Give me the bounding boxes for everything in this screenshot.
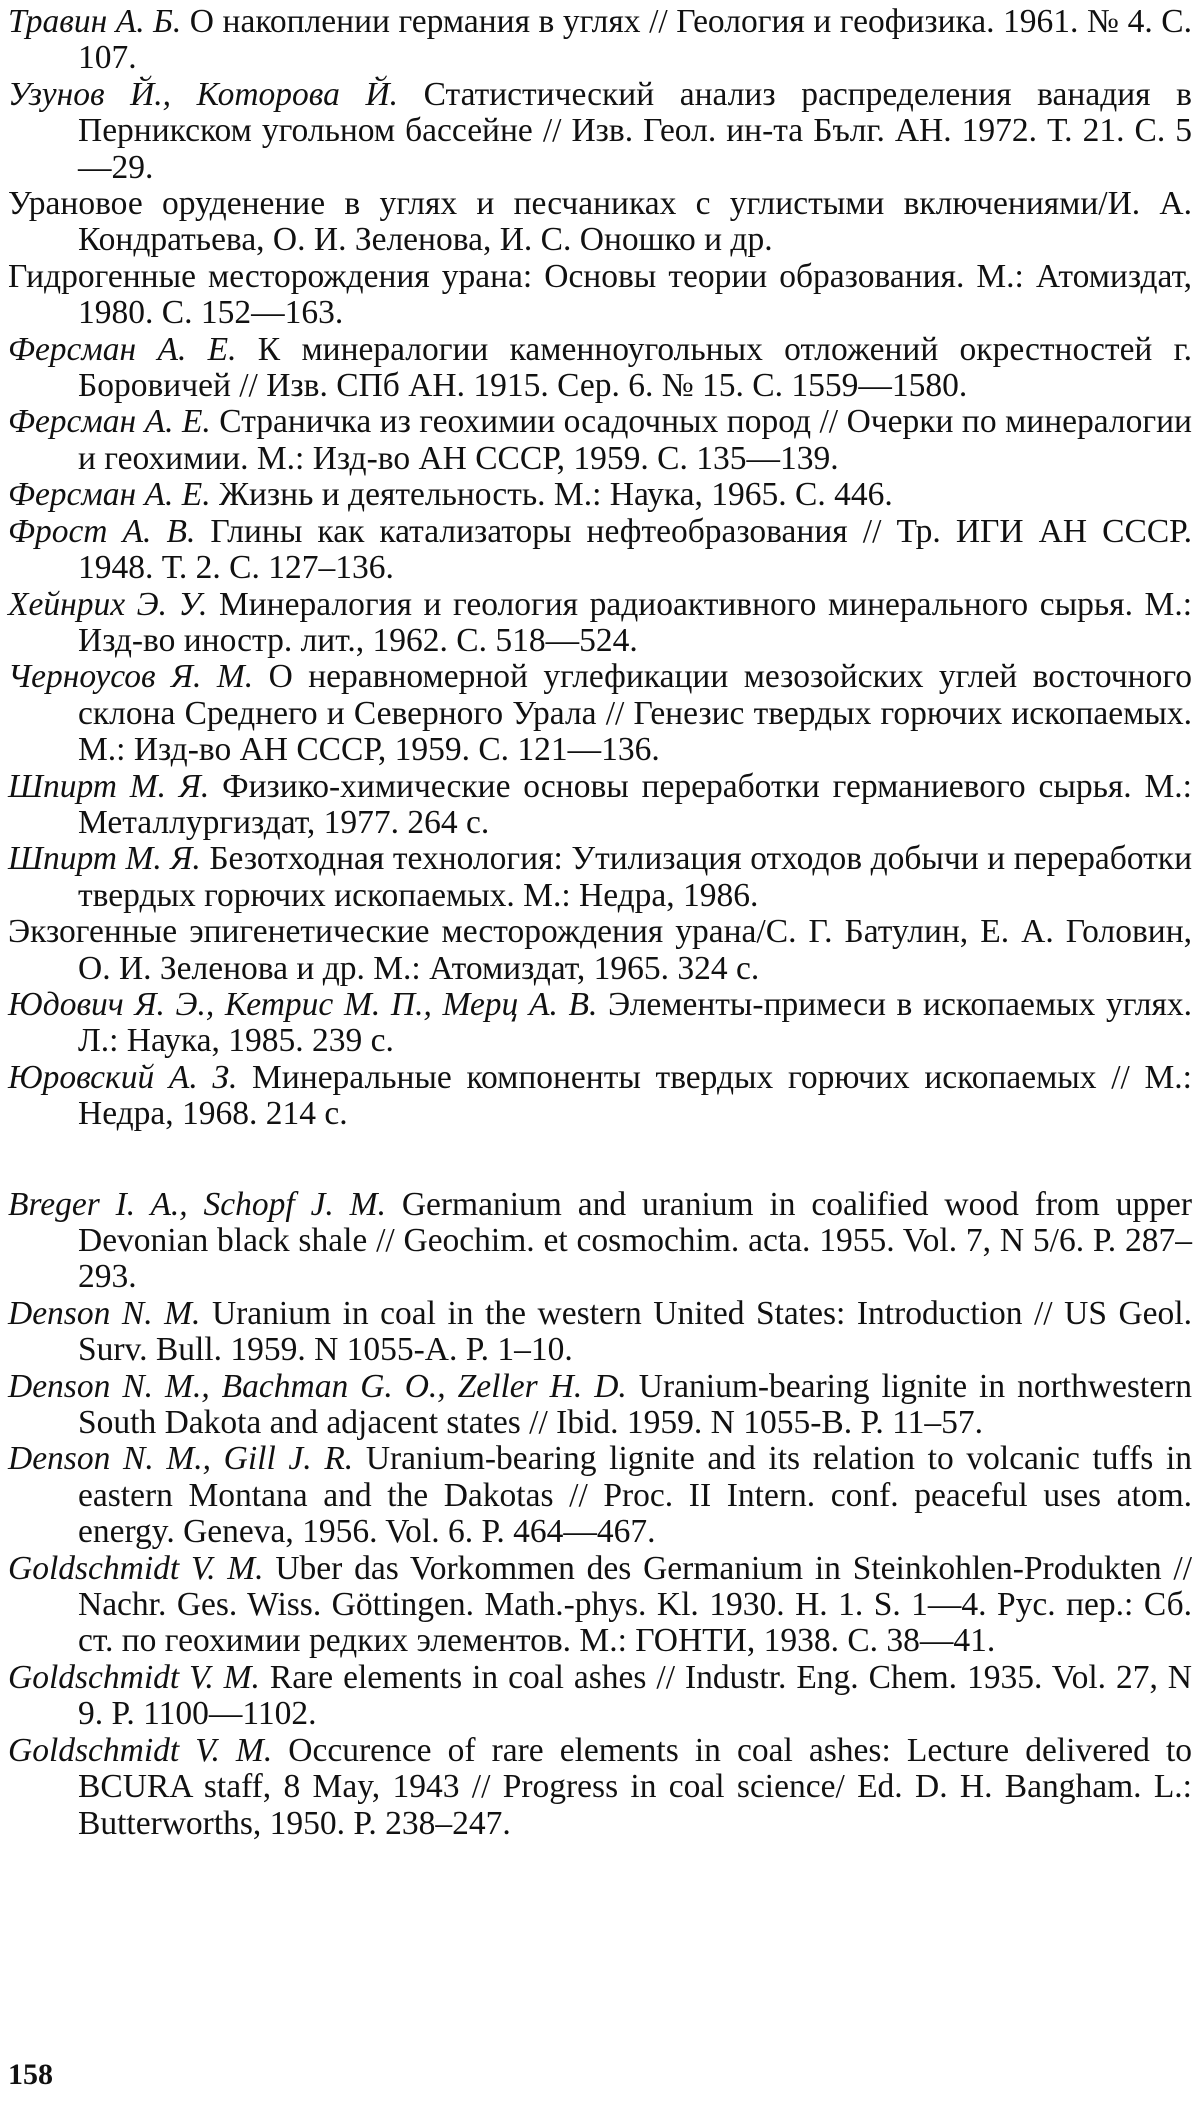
reference-text: Минералогия и геология радиоактивного минерального сырья. М.: Изд-во иностр. лит., 1962. С. 518—524. <box>78 585 1192 659</box>
reference-entry <box>8 769 1192 842</box>
reference-text: К минералогии каменноугольных отложений окрестностей г. Боровичей // Изв. СПб АН. 1915. Сер. 6. № 15. С. 1559—1580. <box>78 330 1193 405</box>
reference-author: Goldschmidt V. M. <box>8 1731 273 1769</box>
reference-entry <box>8 1660 1192 1733</box>
reference-author: Юдович Я. Э., Кетрис М. П., Мерц А. В. <box>8 985 598 1023</box>
reference-entry <box>8 987 1192 1060</box>
reference-entry <box>8 1060 1192 1133</box>
reference-text: Урановое оруденение в углях и песчаниках с углистыми включениями/И. А. Кондратьева, О. И. Зеленова, И. С. Оношко и др. <box>8 185 1192 259</box>
reference-entry <box>8 186 1192 259</box>
reference-author: Юровский А. З. <box>8 1058 238 1096</box>
reference-text: Germanium and uranium in coalified wood from upper Devonian black shale // Geochim. et cosmochim. acta. 1955. Vol. 7, N 5/6. P. 287–293. <box>78 1185 1192 1296</box>
reference-entry <box>8 1441 1192 1550</box>
reference-text: Минеральные компоненты твердых горючих ископаемых // М.: Недра, 1968. 214 с. <box>78 1058 1192 1133</box>
reference-author: Хейнрих Э. У. <box>8 585 208 623</box>
reference-text: Uranium-bearing lignite in northwestern South Dakota and adjacent states // Ibid. 1959. N 1055-B. P. 11–57. <box>78 1367 1192 1442</box>
reference-entry <box>8 1551 1192 1660</box>
reference-text: Rare elements in coal ashes // Industr. Eng. Chem. 1935. Vol. 27, N 9. P. 1100—1102. <box>78 1658 1192 1733</box>
reference-author: Denson N. M., Gill J. R. <box>8 1440 354 1478</box>
reference-author: Ферсман А. Е. <box>8 403 211 441</box>
reference-author: Узунов Й., Которова Й. <box>8 75 399 113</box>
reference-author: Goldschmidt V. M. <box>8 1658 260 1696</box>
reference-entry <box>8 914 1192 987</box>
reference-text: О неравномерной углефикации мезозойских углей восточного склона Среднего и Северного Урала // Генезис твердых горючих ископаемых. М.: Изд-во АН СССР, 1959. С. 121—136. <box>78 658 1192 769</box>
reference-entry <box>8 1369 1192 1442</box>
reference-entry <box>8 77 1192 186</box>
reference-text: О накоплении германия в углях // Геология и геофизика. 1961. № 4. С. 107. <box>78 3 1193 77</box>
reference-entry <box>8 514 1192 587</box>
reference-entry <box>8 4 1192 77</box>
reference-entry <box>8 841 1192 914</box>
reference-entry <box>8 1187 1192 1296</box>
reference-author: Breger I. A., Schopf J. M. <box>8 1185 386 1223</box>
reference-entry <box>8 332 1192 405</box>
references-english <box>8 1187 1192 1842</box>
reference-entry <box>8 477 1192 513</box>
reference-text: Элементы-примеси в ископаемых углях. Л.: Наука, 1985. 239 с. <box>78 985 1192 1060</box>
reference-entry <box>8 259 1192 332</box>
reference-text: Физико-химические основы переработки германиевого сырья. М.: Металлургиздат, 1977. 264 с. <box>78 767 1192 841</box>
reference-author: Ферсман А. Е. <box>8 330 237 368</box>
reference-author: Шпирт М. Я. <box>8 767 210 805</box>
reference-text: Глины как катализаторы нефтеобразования // Тр. ИГИ АН СССР. 1948. Т. 2. С. 127–136. <box>78 512 1192 587</box>
reference-author: Черноусов Я. М. <box>8 658 254 696</box>
reference-author: Травин А. Б. <box>8 3 182 40</box>
reference-text: Страничка из геохимии осадочных пород // Очерки по минералогии и геохимии. М.: Изд-во АН СССР, 1959. С. 135—139. <box>78 403 1192 477</box>
reference-entry <box>8 659 1192 768</box>
reference-author: Denson N. M., Bachman G. O., Zeller H. D. <box>8 1367 627 1405</box>
reference-entry <box>8 404 1192 477</box>
references-russian <box>8 4 1192 1133</box>
reference-text: Статистический анализ распределения ванадия в Перникском угольном бассейне // Изв. Геол. ин-та Бълг. АН. 1972. Т. 21. С. 5—29. <box>78 75 1192 186</box>
reference-entry <box>8 1296 1192 1369</box>
reference-text: Безотходная технология: Утилизация отходов добычи и переработки твердых горючих ископаемых. М.: Недра, 1986. <box>78 840 1192 914</box>
reference-entry <box>8 587 1192 660</box>
section-gap <box>8 1133 1192 1187</box>
reference-author: Denson N. M. <box>8 1294 201 1332</box>
reference-text: Uranium-bearing lignite and its relation to volcanic tuffs in eastern Montana and the Dakotas // Proc. II Intern. conf. peaceful uses atom. energy. Geneva, 1956. Vol. 6. P. 464—467. <box>78 1440 1193 1551</box>
reference-author: Шпирт М. Я. <box>8 840 201 878</box>
reference-text: Жизнь и деятельность. М.: Наука, 1965. С. 446. <box>210 476 893 514</box>
reference-author: Фрост А. В. <box>8 512 196 550</box>
reference-text: Uber das Vorkommen des Germanium in Steinkohlen-Produkten // Nachr. Ges. Wiss. Göttingen. Math.-phys. Kl. 1930. H. 1. S. 1—4. Рус. пер.: Сб. ст. по геохимии редких элементов. М.: ГОНТИ, 1938. С. 38—41. <box>78 1549 1193 1660</box>
bibliography-page <box>8 4 1192 1842</box>
page-number: 158 <box>8 2058 53 2091</box>
reference-entry <box>8 1733 1192 1842</box>
reference-author: Goldschmidt V. M. <box>8 1549 264 1587</box>
reference-text: Гидрогенные месторождения урана: Основы теории образования. М.: Атомиздат, 1980. С. 152—163. <box>8 257 1192 332</box>
reference-text: Occurence of rare elements in coal ashes: Lecture delivered to BCURA staff, 8 May, 1943 // Progress in coal science/ Ed. D. H. Bangham. L.: Butterworths, 1950. P. 238–247. <box>78 1731 1193 1842</box>
reference-text: Uranium in coal in the western United States: Introduction // US Geol. Surv. Bull. 1959. N 1055-A. P. 1–10. <box>78 1294 1192 1369</box>
reference-text: Экзогенные эпигенетические месторождения урана/С. Г. Батулин, Е. А. Головин, О. И. Зеленова и др. М.: Атомиздат, 1965. 324 с. <box>8 913 1192 987</box>
reference-author: Ферсман А. Е. <box>8 476 211 514</box>
